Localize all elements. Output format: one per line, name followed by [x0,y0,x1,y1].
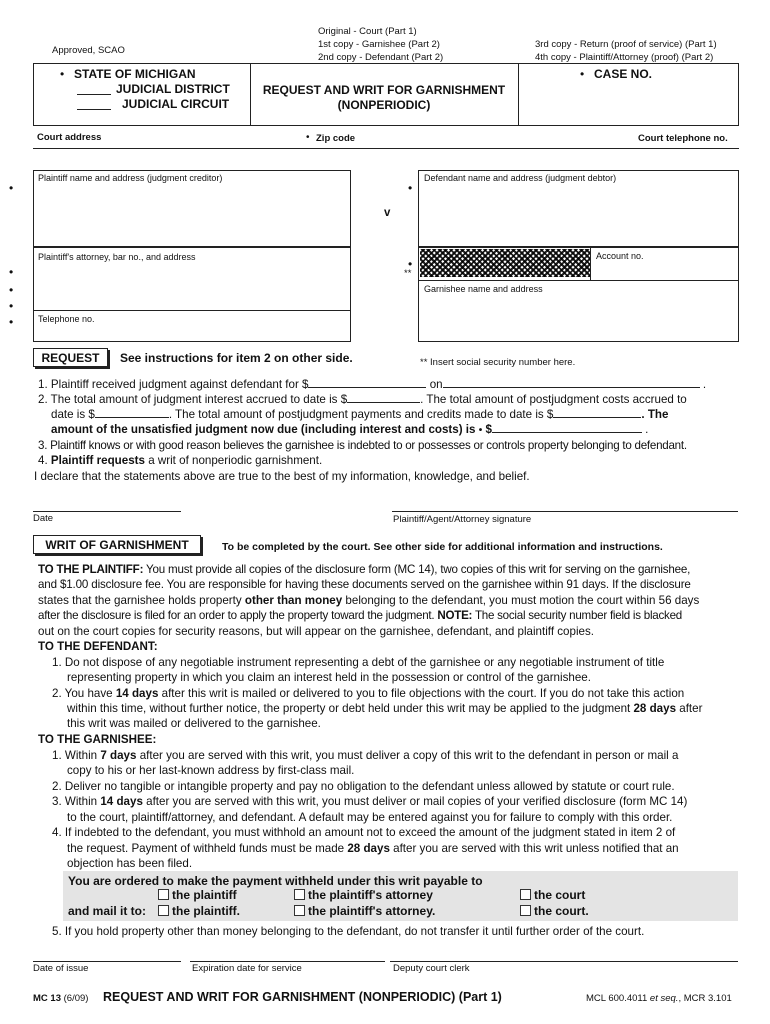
declaration: I declare that the statements above are true to the best of my information, knowledge, and belief. [34,470,530,483]
court-address-label: Court address [37,132,102,143]
costs-amount-field[interactable] [95,407,169,418]
garnishee-label: Garnishee name and address [424,284,543,294]
bullet-icon: • [408,181,413,195]
versus-mark: v [384,207,391,219]
to-garnishee-heading: TO THE GARNISHEE: [38,733,157,746]
garnishee-item-4-end: objection has been filed. [67,857,193,870]
telephone-label: Telephone no. [38,314,95,324]
bullet-icon: • [9,181,14,195]
mail-option-court[interactable]: the court. [520,904,589,918]
judgment-date-field[interactable] [443,377,700,388]
garnishee-item-5: 5. If you hold property other than money belonging to the defendant, do not transfer it until further order of the court. [52,925,645,938]
deputy-clerk-label: Deputy court clerk [393,963,470,974]
copy-distribution-left [318,25,443,64]
interest-amount-field[interactable] [347,392,420,403]
garnishee-item-3-cont: to the court, plaintiff/attorney, and defendant. A default may be entered against you for failure to comply with this order. [67,811,673,824]
ssn-redacted-field [420,249,590,277]
payments-amount-field[interactable] [553,407,641,418]
date-label: Date [33,513,54,524]
ssn-mark: ** [404,268,412,279]
judicial-district: JUDICIAL DISTRICT [116,82,230,96]
judgment-amount-field[interactable] [308,377,426,388]
pay-option-court[interactable]: the court [520,888,585,902]
judicial-circuit: JUDICIAL CIRCUIT [122,97,230,111]
footer-title: REQUEST AND WRIT FOR GARNISHMENT (NONPERIODIC) (Part 1) [103,990,502,1004]
case-no-label: CASE NO. [594,67,653,81]
copy-line: 3rd copy - Return (proof of service) (Part 1) [535,39,717,50]
form-title: REQUEST AND WRIT FOR GARNISHMENT [262,83,506,97]
defendant-item-2-cont: within this time, without further notice, the property or debt held under this writ may be applied to the judgment 28 days after [67,702,703,715]
bullet-icon: • [60,67,65,81]
garnishee-field[interactable] [420,296,736,340]
unsatisfied-amount-field[interactable] [492,422,642,433]
bullet-icon: • [9,283,14,297]
copy-line: 4th copy - Plaintiff/Attorney (proof) (Part 2) [535,52,714,63]
checkbox[interactable] [294,889,305,900]
bullet-icon: • [9,299,14,313]
bullet-icon: • [408,257,413,271]
account-no-label: Account no. [596,251,644,261]
garnishee-item-1: 1. Within 7 days after you are served with this writ, you must deliver a copy of this writ to the defendant in person or mail a [52,749,679,762]
defendant-item-1: 1. Do not dispose of any negotiable instrument representing a debt of the garnishee or any negotiable instrument of title [52,656,665,669]
pay-option-attorney[interactable]: the plaintiff's attorney [294,888,433,902]
to-plaintiff-line-5: out on the court copies for security reasons, but will appear on the garnishee, defendant, and plaintiff copies. [38,625,594,638]
to-defendant-heading: TO THE DEFENDANT: [38,640,158,653]
to-plaintiff-line-2: and $1.00 disclosure fee. You are responsible for having these documents served on the garnishee within 91 days. If the disclosure [38,578,691,591]
to-plaintiff-line-3: states that the garnishee holds property other than money belonging to the defendant, you must motion the court within 56 days [38,594,700,607]
garnishee-item-1-cont: copy to his or her last-known address by first-class mail. [67,764,355,777]
garnishee-item-4: 4. If indebted to the defendant, you must withhold an amount not to exceed the amount of the judgment stated in item 2 of [52,826,676,839]
citation: MCL 600.4011 et seq., MCR 3.101 [586,993,732,1004]
expiration-date-field[interactable] [190,944,385,960]
defendant-item-1-cont: representing property in which you claim an interest held in the possession or control of the garnishee. [67,671,591,684]
copy-line: Original - Court (Part 1) [318,26,417,37]
checkbox[interactable] [520,905,531,916]
court-telephone-label: Court telephone no. [638,133,728,144]
approved-scao: Approved, SCAO [52,45,125,56]
request-item-3: 3. Plaintiff knows or with good reason believes the garnishee is indebted to or possesses or controls property belonging to defendant. [38,439,687,452]
state-of-michigan: STATE OF MICHIGAN [74,67,196,81]
to-plaintiff-line-1: TO THE PLAINTIFF: You must provide all copies of the disclosure form (MC 14), two copies of this writ for serving on the garnishee, [38,563,691,576]
request-item-2-cont: date is $ . The total amount of postjudgment payments and credits made to date is $ . The [51,408,669,421]
garnishee-item-3: 3. Within 14 days after you are served with this writ, you must deliver or mail copies of your verified disclosure (form MC 14) [52,795,688,808]
defendant-item-2: 2. You have 14 days after this writ is mailed or delivered to you to file objections with the court. If you do not take this action [52,687,685,700]
payment-heading: You are ordered to make the payment withheld under this writ payable to [68,874,483,888]
defendant-item-2-end: this writ was mailed or delivered to the garnishee. [67,717,321,730]
request-label: REQUEST [41,351,100,365]
checkbox[interactable] [158,905,169,916]
bullet-icon: • [9,315,14,329]
signature-label: Plaintiff/Agent/Attorney signature [393,514,532,525]
garnishee-item-4-cont: the request. Payment of withheld funds must be made 28 days after you are served with this writ unless notified that an [67,842,679,855]
bullet-icon: • [9,265,14,279]
request-note: See instructions for item 2 on other side. [120,351,353,365]
checkbox[interactable] [294,905,305,916]
date-field[interactable] [33,494,181,510]
form-subtitle: (NONPERIODIC) [337,98,431,112]
checkbox[interactable] [520,889,531,900]
deputy-clerk-field[interactable] [390,944,738,960]
request-item-2-due: amount of the unsatisfied judgment now due (including interest and costs) is • $ . [51,423,649,436]
bullet-icon: • [306,132,310,143]
attorney-label: Plaintiff's attorney, bar no., and address [38,252,196,262]
copy-distribution-right [535,38,717,64]
date-of-issue-label: Date of issue [33,963,89,974]
copy-line: 1st copy - Garnishee (Part 2) [318,39,440,50]
plaintiff-label: Plaintiff name and address (judgment creditor) [38,173,223,183]
mail-option-attorney[interactable]: the plaintiff's attorney. [294,904,435,918]
defendant-label: Defendant name and address (judgment debtor) [424,173,617,183]
garnishee-item-2: 2. Deliver no tangible or intangible property and pay no obligation to the defendant unless allowed by statute or court rule. [52,780,675,793]
expiration-date-label: Expiration date for service [192,963,302,974]
writ-label: WRIT OF GARNISHMENT [45,538,189,552]
request-item-1: 1. Plaintiff received judgment against defendant for $ on . [38,378,707,391]
bullet-icon: • [478,425,483,436]
copy-line: 2nd copy - Defendant (Part 2) [318,52,444,63]
pay-option-plaintiff[interactable]: the plaintiff [158,888,237,902]
checkbox[interactable] [158,889,169,900]
form-number: MC 13 (6/09) [33,993,89,1004]
request-item-2: 2. The total amount of judgment interest accrued to date is $ . The total amount of postjudgment costs accrued to [38,393,687,406]
ssn-note: ** Insert social security number here. [420,357,576,368]
request-item-4: 4. Plaintiff requests a writ of nonperiodic garnishment. [38,454,323,467]
date-of-issue-field[interactable] [33,944,181,960]
mail-label: and mail it to: [68,904,146,918]
case-no-field[interactable] [520,82,736,124]
writ-note: To be completed by the court. See other side for additional information and instructions. [222,541,663,553]
bullet-icon: • [580,67,585,81]
mail-option-plaintiff[interactable]: the plaintiff. [158,904,240,918]
zip-code-label: Zip code [316,133,356,144]
signature-field[interactable] [392,494,738,510]
to-plaintiff-line-4: after the disclosure is filed for an order to apply the property toward the judgment. NOTE: The social security number field is blacked [38,609,682,622]
